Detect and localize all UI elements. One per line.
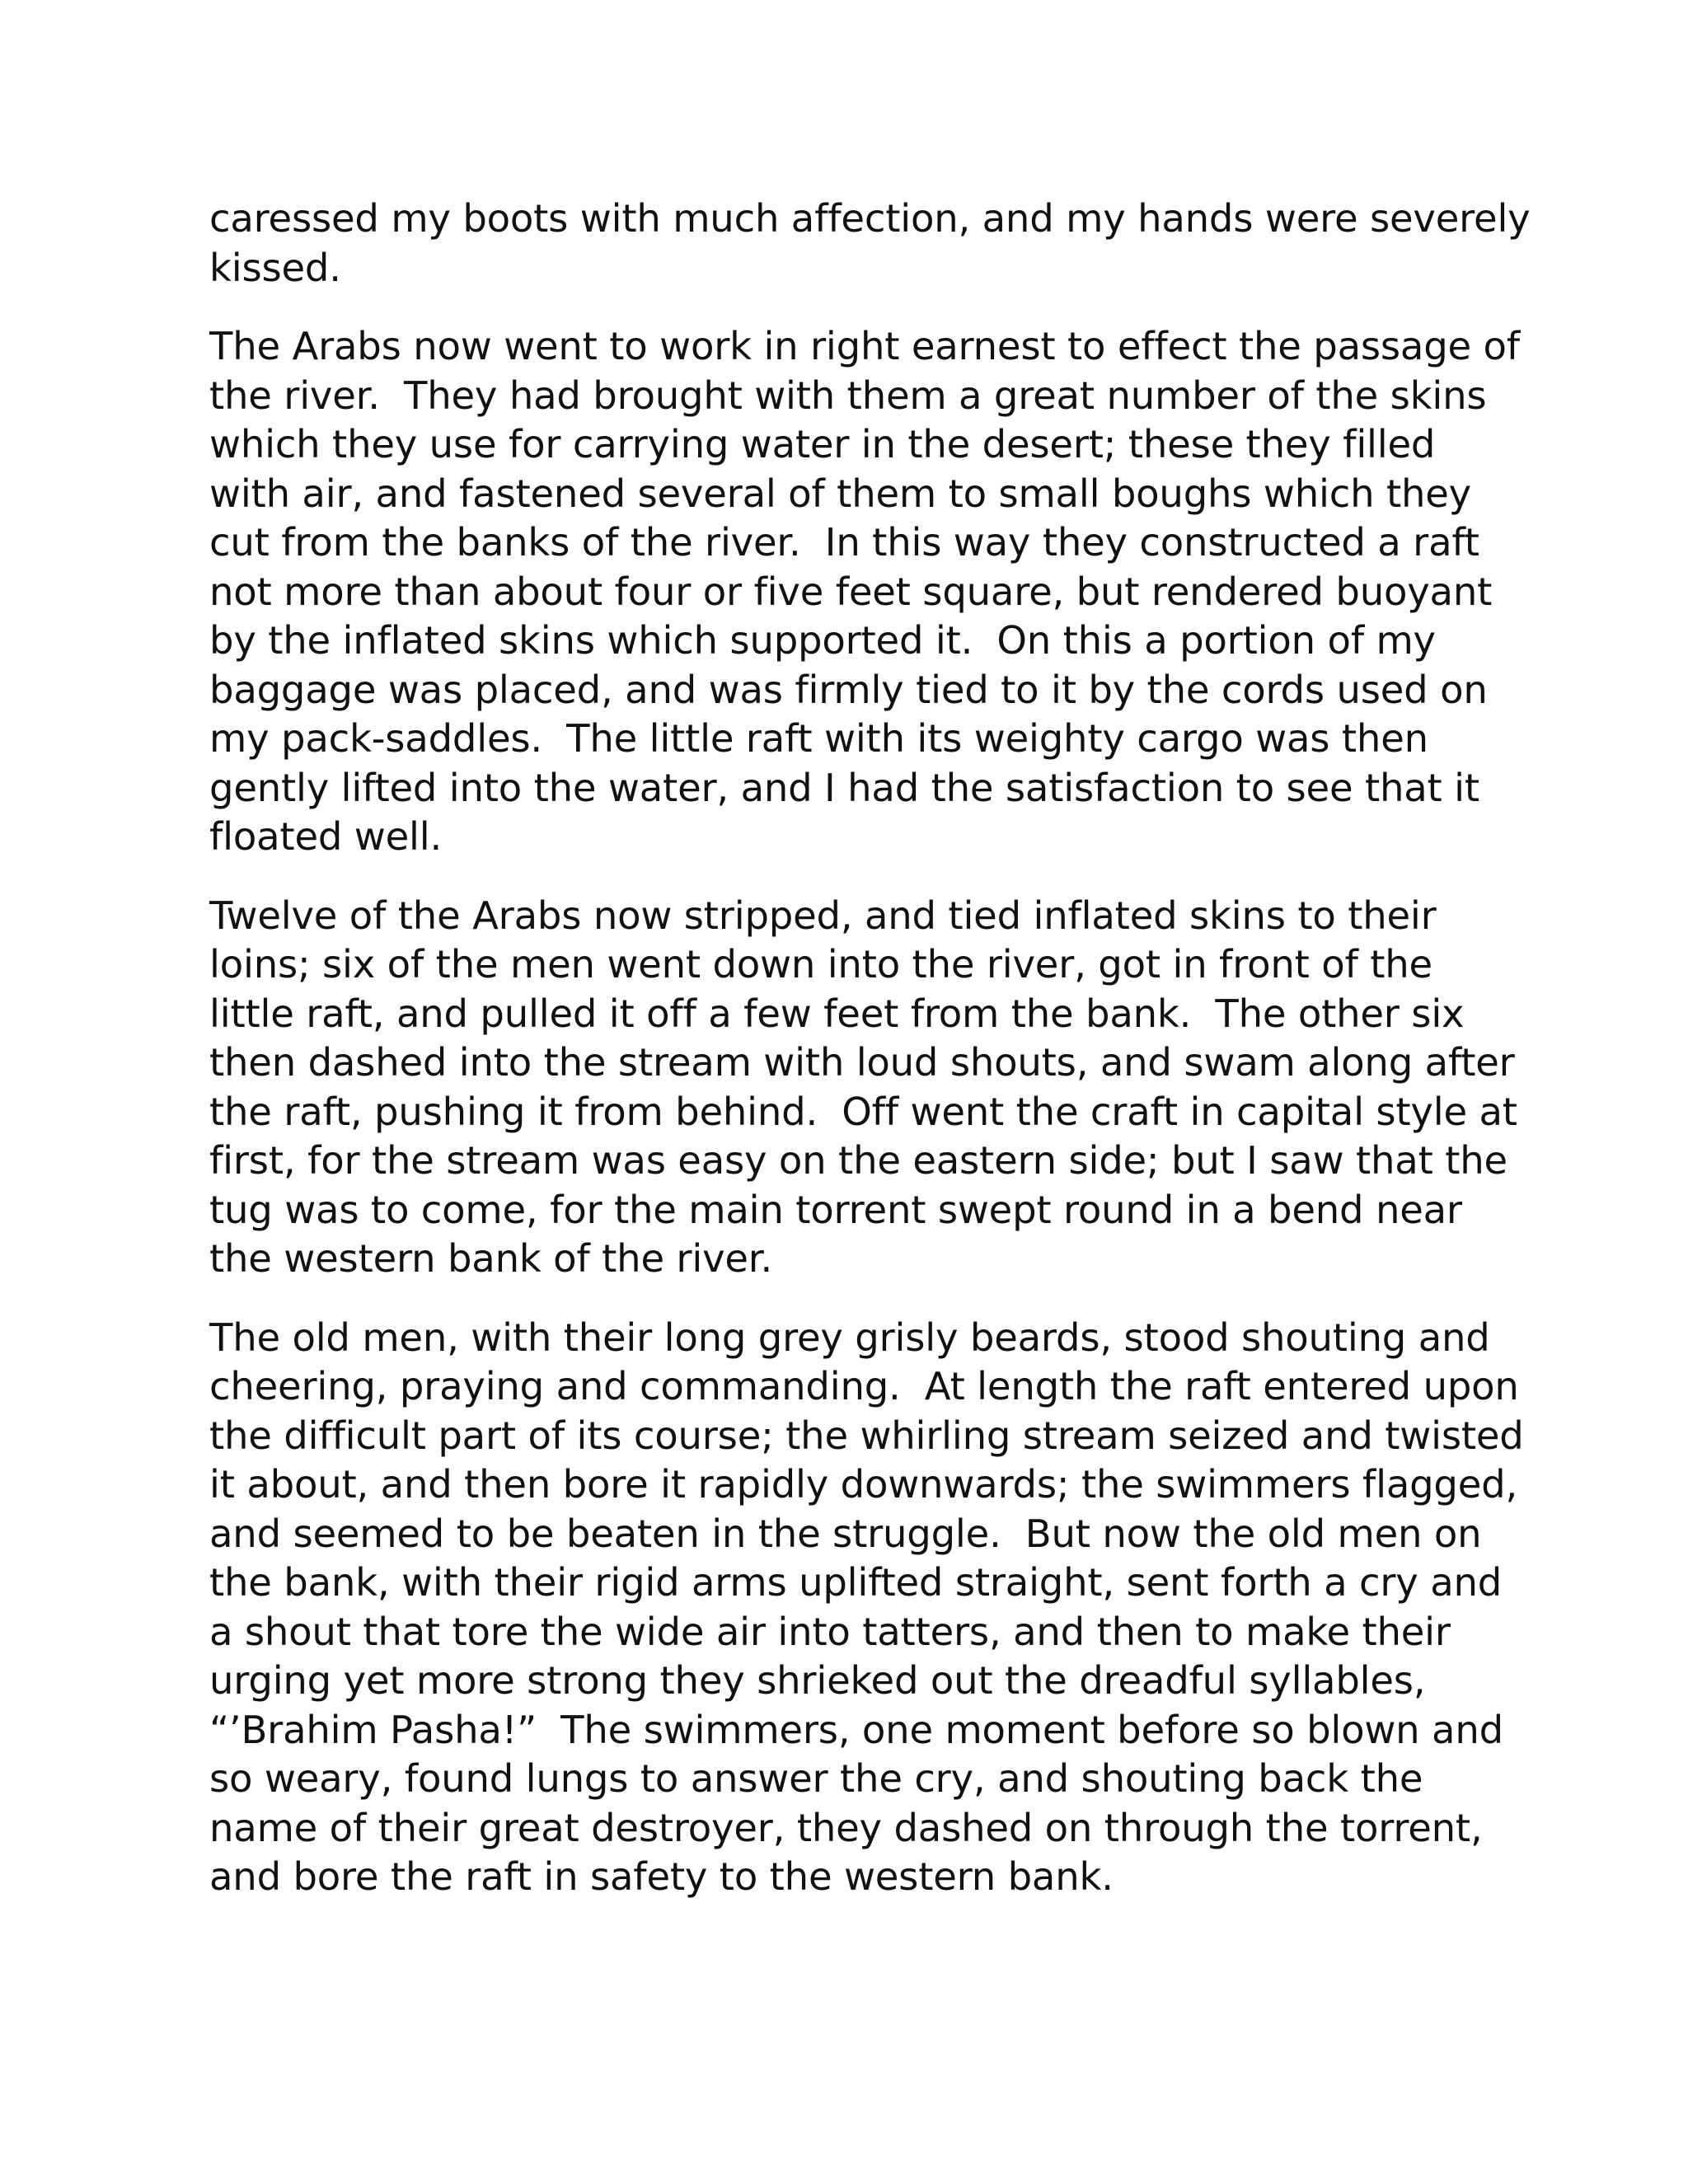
paragraph-3: [209, 892, 1517, 1284]
text-line: kissed.: [209, 245, 341, 290]
text-line: the bank, with their rigid arms uplifted straight, sent forth a cry and: [209, 1560, 1503, 1605]
text-line: the raft, pushing it from behind. Off went the craft in capital style at: [209, 1089, 1517, 1134]
text-line: so weary, found lungs to answer the cry, and shouting back the: [209, 1756, 1423, 1801]
text-line: which they use for carrying water in the desert; these they filled: [209, 422, 1436, 466]
text-line: and bore the raft in safety to the western bank.: [209, 1854, 1114, 1899]
text-line: gently lifted into the water, and I had the satisfaction to see that it: [209, 765, 1479, 810]
text-line: cheering, praying and commanding. At length the raft entered upon: [209, 1364, 1519, 1408]
text-line: the western bank of the river.: [209, 1236, 773, 1281]
text-line: Twelve of the Arabs now stripped, and tied inflated skins to their: [209, 893, 1437, 938]
text-line: a shout that tore the wide air into tatters, and then to make their: [209, 1609, 1451, 1654]
paragraph-4: [209, 1314, 1524, 1902]
text-line: little raft, and pulled it off a few feet from the bank. The other six: [209, 991, 1465, 1036]
text-line: it about, and then bore it rapidly downwards; the swimmers flagged,: [209, 1462, 1518, 1507]
text-line: cut from the banks of the river. In this way they constructed a raft: [209, 520, 1479, 565]
text-line: the difficult part of its course; the whirling stream seized and twisted: [209, 1413, 1524, 1458]
text-line: The old men, with their long grey grisly beards, stood shouting and: [209, 1315, 1490, 1360]
text-line: the river. They had brought with them a great number of the skins: [209, 373, 1487, 418]
text-line: not more than about four or five feet square, but rendered buoyant: [209, 569, 1493, 614]
paragraph-2: [209, 322, 1520, 862]
text-line: caressed my boots with much affection, and my hands were severely: [209, 196, 1531, 241]
text-line: and seemed to be beaten in the struggle. But now the old men on: [209, 1511, 1482, 1556]
paragraph-1: [209, 194, 1531, 293]
text-line: tug was to come, for the main torrent swept round in a bend near: [209, 1187, 1462, 1232]
text-line: name of their great destroyer, they dashed on through the torrent,: [209, 1805, 1483, 1850]
text-line: “’Brahim Pasha!” The swimmers, one moment before so blown and: [209, 1707, 1503, 1752]
text-line: then dashed into the stream with loud shouts, and swam along after: [209, 1040, 1515, 1085]
text-line: with air, and fastened several of them to small boughs which they: [209, 471, 1471, 516]
text-line: my pack-saddles. The little raft with its weighty cargo was then: [209, 716, 1428, 761]
document-page: [209, 194, 1531, 1902]
text-line: baggage was placed, and was firmly tied to it by the cords used on: [209, 667, 1488, 712]
text-line: urging yet more strong they shrieked out the dreadful syllables,: [209, 1658, 1426, 1703]
text-line: by the inflated skins which supported it. On this a portion of my: [209, 618, 1436, 663]
text-line: floated well.: [209, 814, 443, 859]
text-line: The Arabs now went to work in right earnest to effect the passage of: [209, 324, 1520, 368]
text-line: first, for the stream was easy on the eastern side; but I saw that the: [209, 1138, 1507, 1183]
text-line: loins; six of the men went down into the river, got in front of the: [209, 942, 1432, 987]
